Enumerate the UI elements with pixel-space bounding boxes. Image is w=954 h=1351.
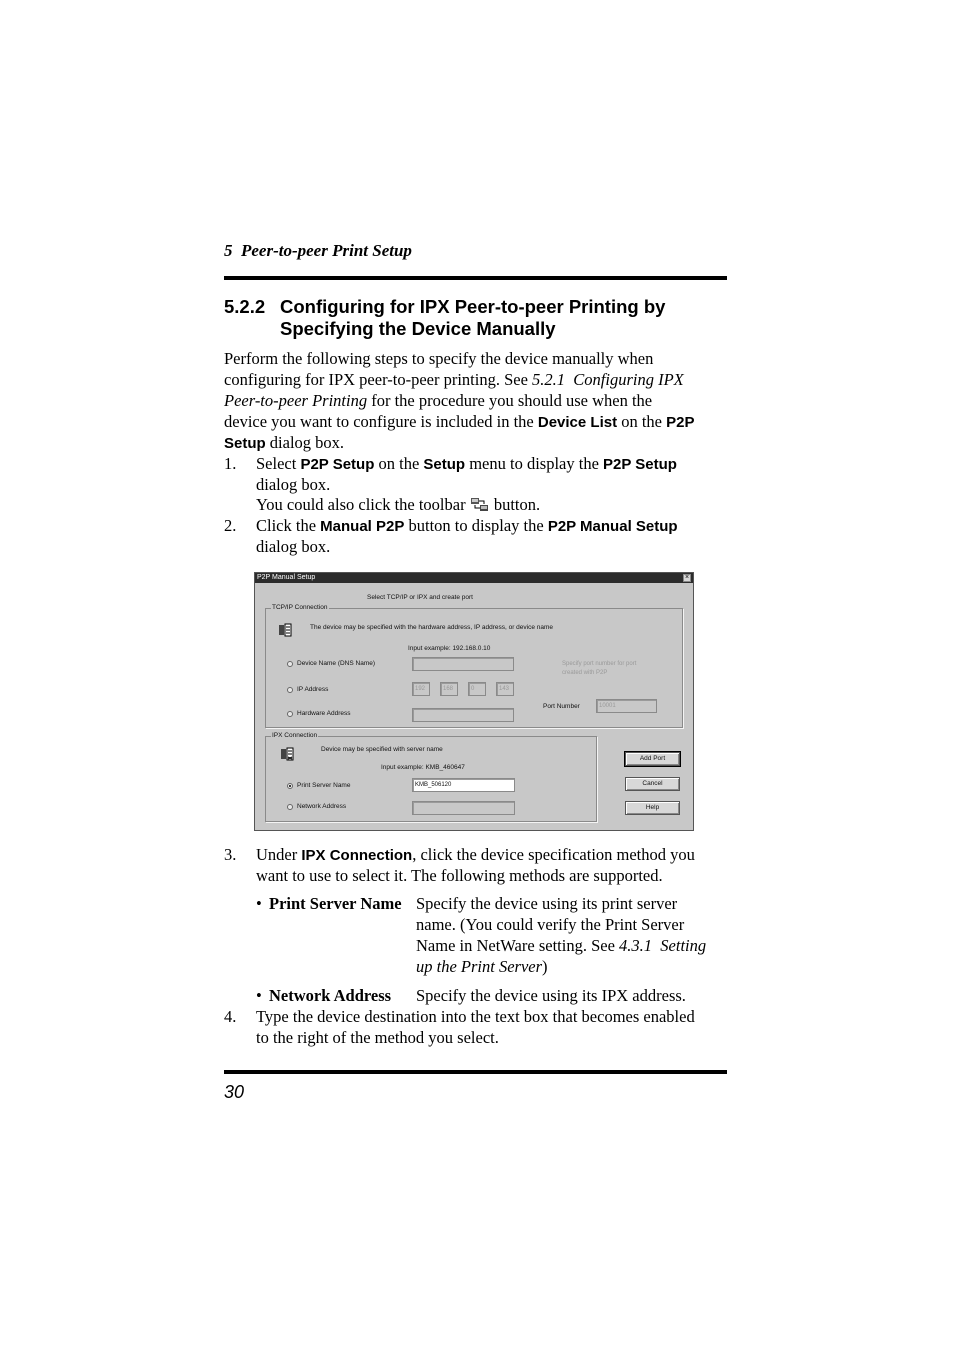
intro-line: Perform the following steps to specify the device manually when	[224, 349, 654, 368]
print-server-name-label: Print Server Name	[297, 782, 351, 789]
network-address-label: Network Address	[297, 803, 347, 810]
intro-line: device you want to configure is included in the Device List on the P2P	[224, 412, 695, 431]
tcpip-description: The device may be specified with the hardware address, IP address, or device name	[310, 624, 554, 631]
method-description: Specify the device using its print server	[416, 894, 678, 913]
ip-octet-3-input[interactable]: 0	[468, 682, 486, 696]
step-2-line: Click the Manual P2P button to display the P2P Manual Setup	[256, 516, 678, 535]
ipx-printer-icon	[279, 746, 295, 762]
help-button[interactable]: Help	[625, 801, 680, 815]
ip-address-label: IP Address	[297, 686, 329, 693]
method-description: Name in NetWare setting. See 4.3.1 Setting	[416, 936, 707, 955]
intro-line: configuring for IPX peer-to-peer printing. See 5.2.1 Configuring IPX	[224, 370, 684, 389]
header-rule	[224, 276, 727, 280]
ip-octet-4-input[interactable]: 143	[496, 682, 514, 696]
dialog-instruction: Select TCP/IP or IPX and create port	[367, 594, 473, 601]
dialog-title: P2P Manual Setup	[257, 574, 316, 581]
method-description: up the Print Server)	[416, 957, 548, 976]
method-term: Print Server Name	[269, 894, 402, 913]
radio-print-server-name[interactable]	[287, 783, 293, 789]
radio-ip-address[interactable]	[287, 687, 293, 693]
ip-octet-1-input[interactable]: 192	[412, 682, 430, 696]
add-port-button[interactable]: Add Port	[625, 752, 680, 766]
hardware-address-input[interactable]	[412, 708, 514, 722]
method-description: Specify the device using its IPX address.	[416, 986, 686, 1005]
footer-rule	[224, 1070, 727, 1074]
page-number: 30	[224, 1082, 245, 1102]
p2p-manual-setup-dialog	[254, 572, 694, 831]
step-1-line: You could also click the toolbar button.	[256, 495, 541, 514]
radio-hardware-address[interactable]	[287, 711, 293, 717]
cross-reference: up the Print Server	[416, 957, 543, 976]
port-number-label: Port Number	[543, 703, 580, 710]
port-hint: Specify port number for port created with P2P	[562, 661, 637, 676]
hardware-address-label: Hardware Address	[297, 710, 351, 717]
section-title	[280, 296, 665, 340]
step-2-line: dialog box.	[256, 537, 331, 556]
cross-reference: 4.3.1 Setting	[619, 936, 707, 955]
method-description: name. (You could verify the Print Server	[416, 915, 685, 934]
step-3-line: want to use to select it. The following methods are supported.	[256, 866, 663, 885]
step-number: 2.	[224, 516, 237, 535]
step-3-line: Under IPX Connection, click the device specification method you	[256, 845, 695, 864]
device-name-input[interactable]	[412, 657, 514, 671]
section-title-line: Specifying the Device Manually	[280, 318, 556, 339]
print-server-name-input[interactable]: KMB_506120	[412, 778, 515, 792]
step-4-line: to the right of the method you select.	[256, 1028, 499, 1047]
chapter-header: 5 Peer-to-peer Print Setup	[224, 241, 412, 260]
method-term: Network Address	[269, 986, 392, 1005]
close-icon[interactable]: ×	[684, 574, 690, 581]
step-number: 1.	[224, 454, 237, 473]
section-title-line: Configuring for IPX Peer-to-peer Printing by	[280, 296, 666, 317]
method-bullet: •	[256, 894, 262, 913]
network-address-input[interactable]	[412, 801, 515, 815]
tcpip-input-example: Input example: 192.168.0.10	[408, 645, 491, 652]
cancel-button[interactable]: Cancel	[625, 777, 680, 791]
ipx-input-example: Input example: KMB_460647	[381, 764, 465, 771]
dialog-title-bar	[255, 573, 693, 583]
step-1-line: Select P2P Setup on the Setup menu to display the P2P Setup	[256, 454, 677, 473]
intro-line: Setup dialog box.	[224, 433, 345, 452]
port-number-input[interactable]: 10001	[596, 699, 657, 713]
tcpip-group-label: TCP/IP Connection	[272, 604, 328, 611]
method-bullet: •	[256, 986, 262, 1005]
section-number: 5.2.2	[224, 296, 266, 317]
step-number: 3.	[224, 845, 237, 864]
step-number: 4.	[224, 1007, 237, 1026]
ipx-group-label: IPX Connection	[272, 732, 318, 739]
network-printer-icon	[277, 622, 293, 638]
cross-reference: 5.2.1 Configuring IPX	[532, 370, 684, 389]
cross-reference: Peer-to-peer Printing	[224, 391, 368, 410]
p2p-toolbar-icon	[470, 496, 490, 514]
step-1-line: dialog box.	[256, 475, 331, 494]
step-4-line: Type the device destination into the text box that becomes enabled	[256, 1007, 695, 1026]
ipx-description: Device may be specified with server name	[321, 746, 443, 753]
ip-octet-2-input[interactable]: 168	[440, 682, 458, 696]
device-name-label: Device Name (DNS Name)	[297, 660, 376, 667]
radio-device-name[interactable]	[287, 661, 293, 667]
intro-line: Peer-to-peer Printing for the procedure you should use when the	[224, 391, 653, 410]
radio-network-address[interactable]	[287, 804, 293, 810]
